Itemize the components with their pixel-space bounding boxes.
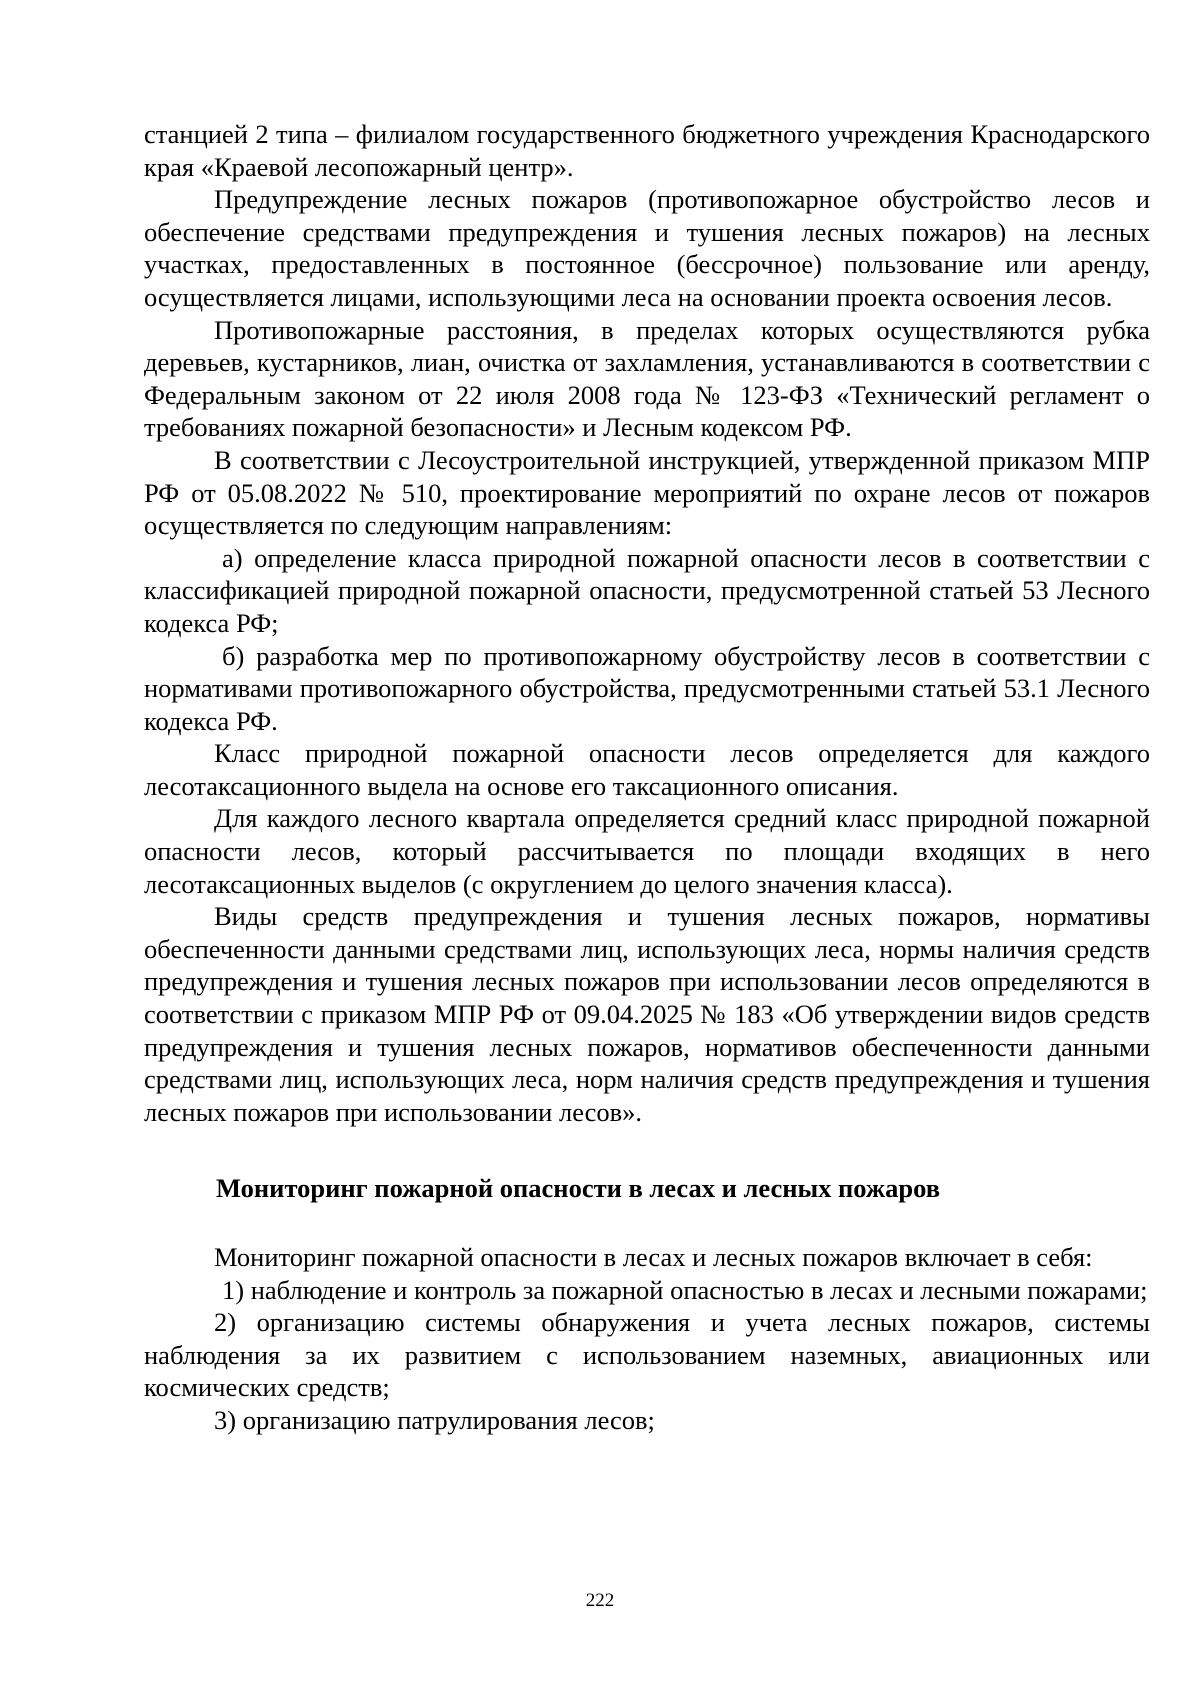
paragraph: В соответствии с Лесоустроительной инструкцией, утвержденной приказом МПР РФ от 05.08.2022 № 510, проектирование мероприятий по охране лесов от пожаров осуществляется по следующим направлениям:	[144, 444, 1150, 541]
paragraph: станцией 2 типа – филиалом государственного бюджетного учреждения Краснодарского края «Краевой лесопожарный центр».	[144, 119, 1150, 182]
list-item: 2) организацию системы обнаружения и учета лесных пожаров, системы наблюдения за их развитием с использованием наземных, авиационных или космических средств;	[144, 1307, 1150, 1403]
list-item: 1) наблюдение и контроль за пожарной опасностью в лесах и лесными пожарами;	[222, 1274, 1148, 1305]
paragraph: Противопожарные расстояния, в пределах которых осуществляются рубка деревьев, кустарников, лиан, очистка от захламления, устанавливаются в соответствии с Федеральным законом от 22 июля 2008 года № 123-ФЗ «Технический регламент о требованиях пожарной безопасности» и Лесным кодексом РФ.	[144, 314, 1150, 443]
list-item: б) разработка мер по противопожарному обустройству лесов в соответствии с нормативами противопожарного обустройства, предусмотренными статьей 53.1 Лесного кодекса РФ.	[144, 640, 1150, 736]
document-body	[144, 118, 1150, 1437]
list-item: 3) организацию патрулирования лесов;	[214, 1404, 655, 1435]
page-number: 222	[585, 1590, 615, 1611]
paragraph: Класс природной пожарной опасности лесов определяется для каждого лесотаксационного выдела на основе его таксационного описания.	[144, 738, 1150, 801]
paragraph: Предупреждение лесных пожаров (противопожарное обустройство лесов и обеспечение средствами предупреждения и тушения лесных пожаров) на лесных участках, предоставленных в постоянное (бессрочное) пользование или аренду, осуществляется лицами, использующими леса на основании проекта освоения лесов.	[144, 184, 1150, 312]
paragraph: Виды средств предупреждения и тушения лесных пожаров, нормативы обеспеченности данными средствами лиц, использующих леса, нормы наличия средств предупреждения и тушения лесных пожаров при использовании лесов определяются в соответствии с приказом МПР РФ от 09.04.2025 № 183 «Об утверждении видов средств предупреждения и тушения лесных пожаров, нормативов обеспеченности данными средствами лиц, использующих леса, норм наличия средств предупреждения и тушения лесных пожаров при использовании лесов».	[144, 901, 1150, 1127]
paragraph: Мониторинг пожарной опасности в лесах и лесных пожаров включает в себя:	[214, 1242, 1093, 1272]
section-heading: Мониторинг пожарной опасности в лесах и лесных пожаров	[216, 1173, 941, 1204]
list-item: а) определение класса природной пожарной опасности лесов в соответствии с классификацией природной пожарной опасности, предусмотренной статьей 53 Лесного кодекса РФ;	[144, 542, 1150, 638]
paragraph: Для каждого лесного квартала определяется средний класс природной пожарной опасности лесов, который рассчитывается по площади входящих в него лесотаксационных выделов (с округлением до целого значения класса).	[144, 803, 1150, 899]
